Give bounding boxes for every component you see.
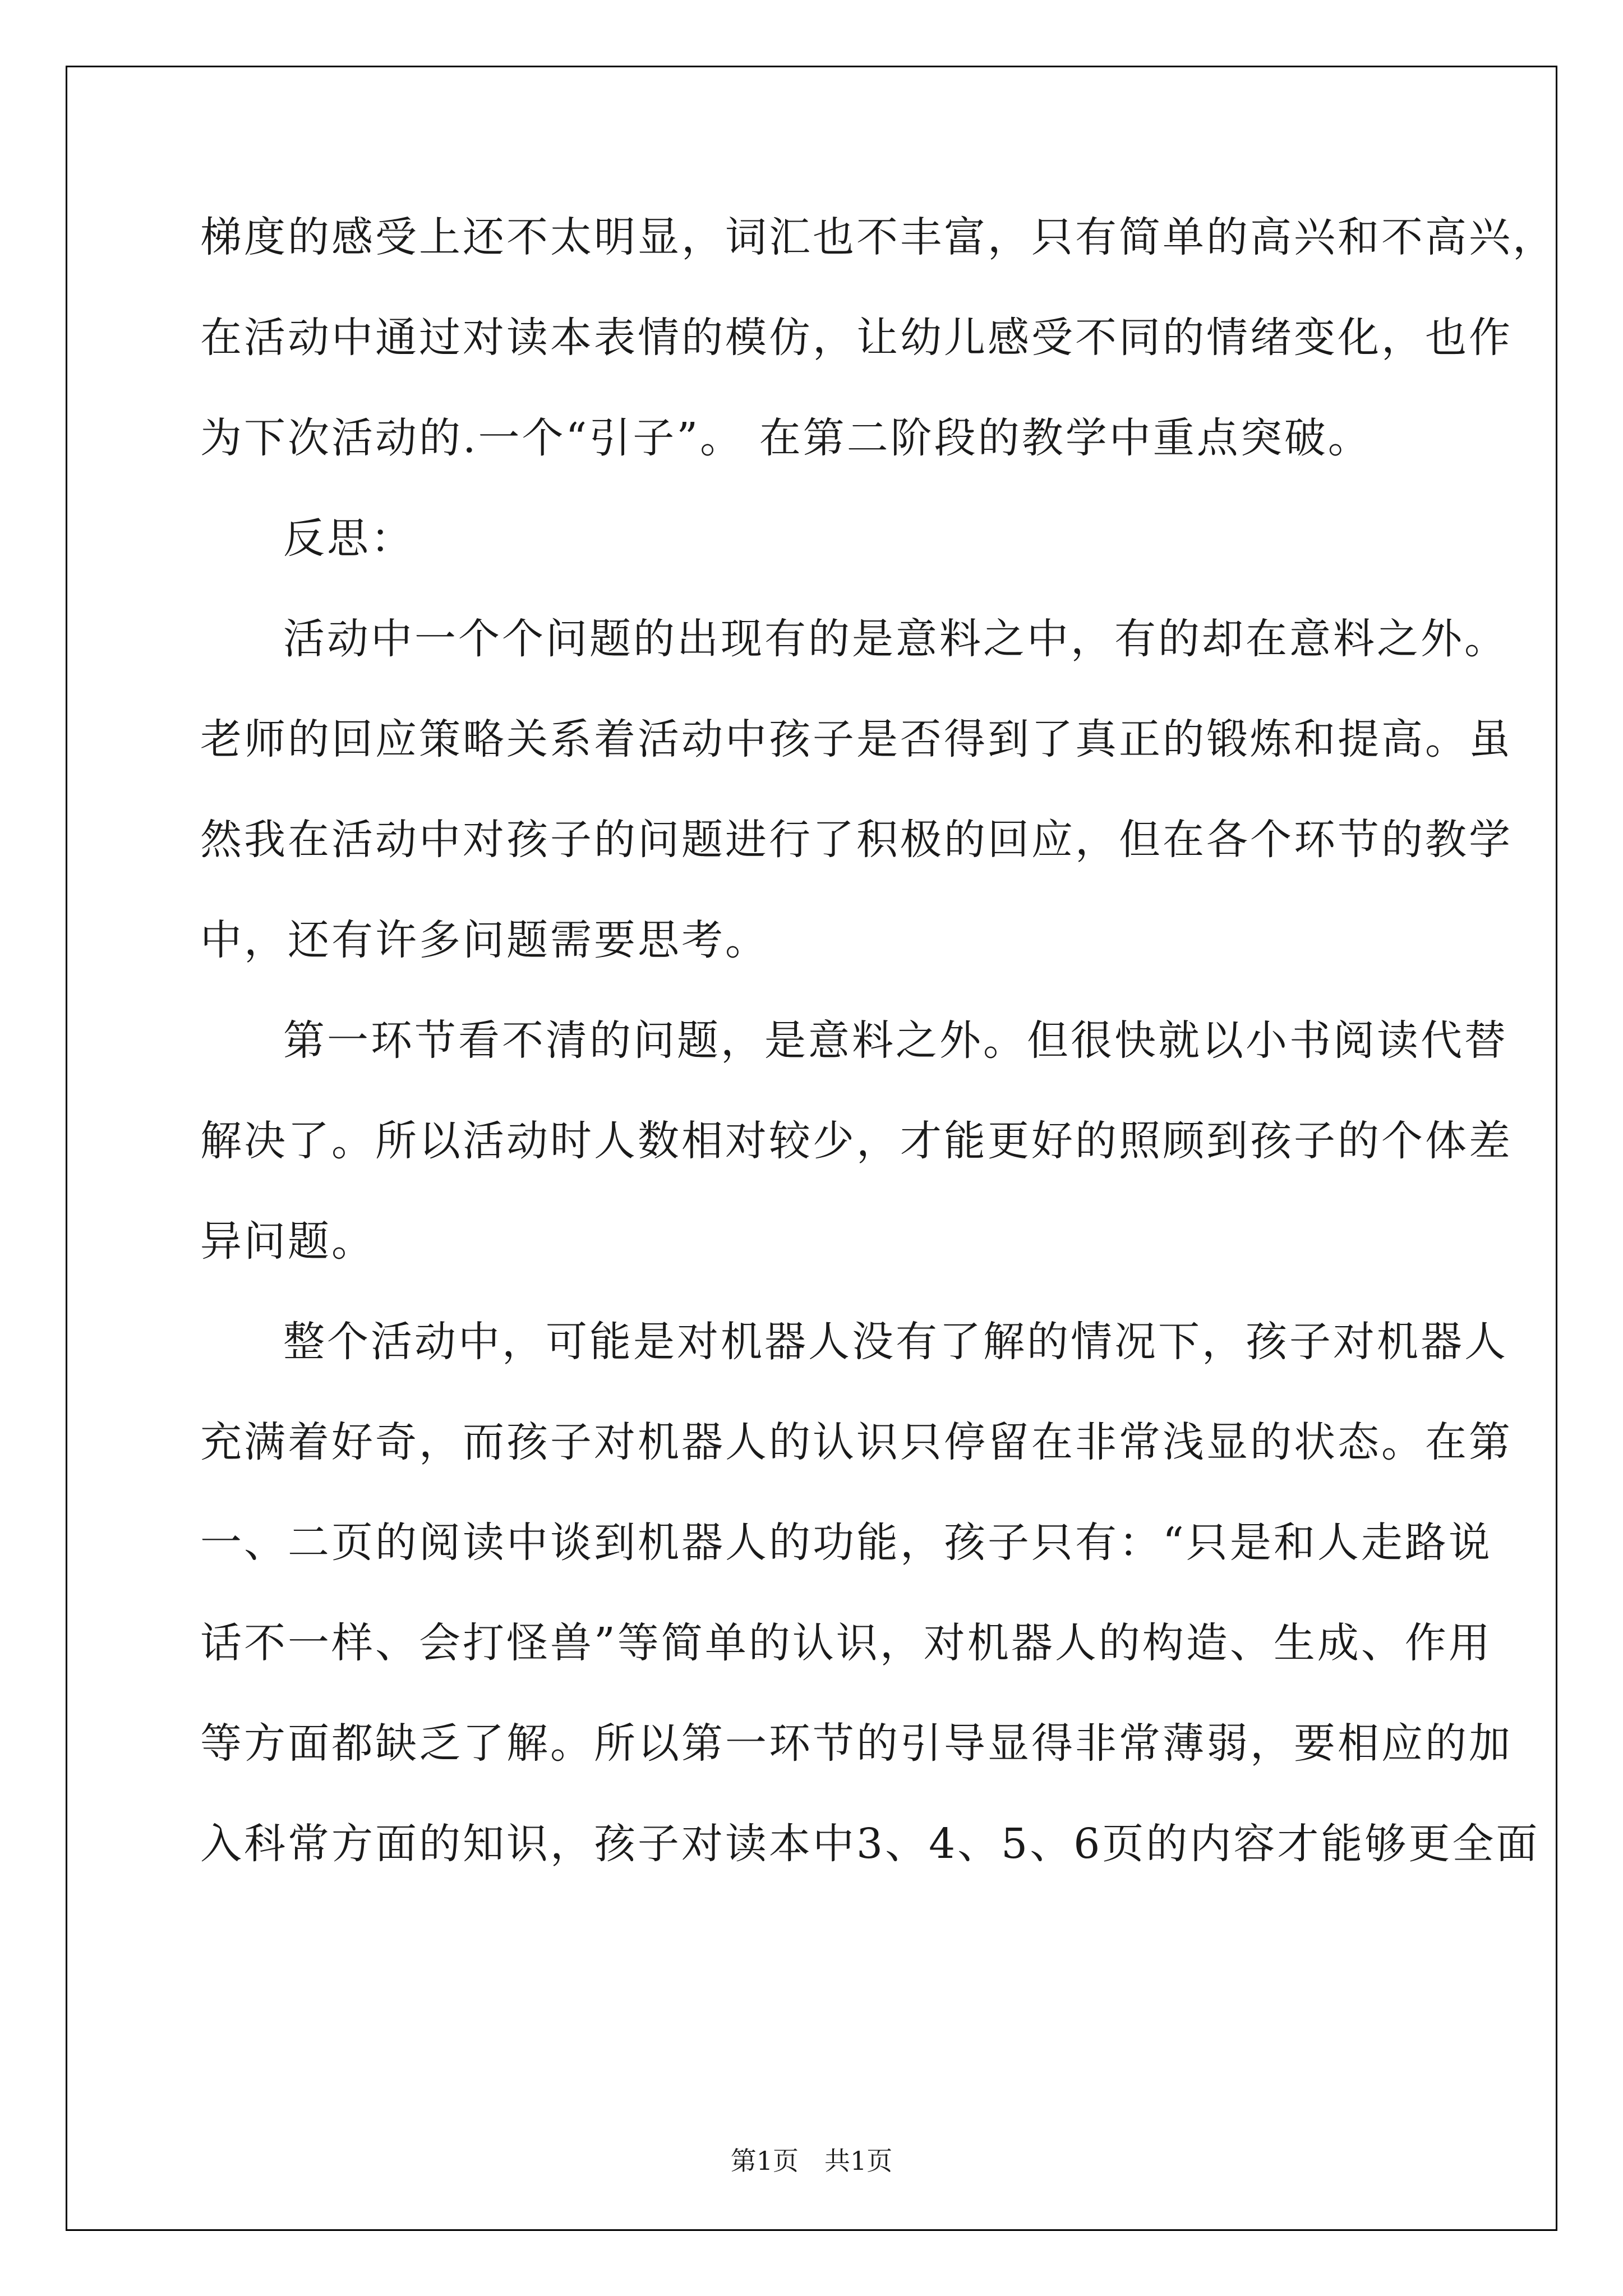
- text-line: 在活动中通过对读本表情的模仿，让幼儿感受不同的情绪变化，也作: [200, 314, 1513, 362]
- paragraph-first-line: 活动中一个个问题的出现有的是意料之中，有的却在意料之外。: [283, 615, 1508, 663]
- text-line: 等方面都缺乏了解。所以第一环节的引导显得非常薄弱，要相应的加: [200, 1719, 1513, 1768]
- text-line: 充满着好奇，而孩子对机器人的认识只停留在非常浅显的状态。在第: [200, 1418, 1513, 1466]
- text-line: 中，还有许多问题需要思考。: [200, 916, 769, 964]
- text-line: 然我在活动中对孩子的问题进行了积极的回应，但在各个环节的教学: [200, 816, 1513, 864]
- text-line: 入科常方面的知识，孩子对读本中3、4、5、6页的内容才能够更全面: [200, 1820, 1540, 1868]
- text-line: 解决了。所以活动时人数相对较少，才能更好的照顾到孩子的个体差: [200, 1117, 1513, 1165]
- text-line: 梯度的感受上还不太明显，词汇也不丰富，只有简单的高兴和不高兴，: [200, 213, 1556, 261]
- text-line: 为下次活动的.一个“引子”。 在第二阶段的教学中重点突破。: [200, 414, 1372, 462]
- page-footer: 第1页 共1页: [730, 2146, 893, 2176]
- text-line: 老师的回应策略关系着活动中孩子是否得到了真正的锻炼和提高。虽: [200, 715, 1513, 763]
- text-line: 话不一样、会打怪兽”等简单的认识，对机器人的构造、生成、作用: [200, 1619, 1492, 1667]
- text-line: 异问题。: [200, 1217, 375, 1266]
- paragraph-first-line: 第一环节看不清的问题，是意料之外。但很快就以小书阅读代替: [283, 1016, 1508, 1065]
- section-heading: 反思：: [283, 514, 414, 563]
- paragraph-first-line: 整个活动中，可能是对机器人没有了解的情况下，孩子对机器人: [283, 1318, 1508, 1366]
- text-line: 一、二页的阅读中谈到机器人的功能，孩子只有：“只是和人走路说: [200, 1519, 1492, 1567]
